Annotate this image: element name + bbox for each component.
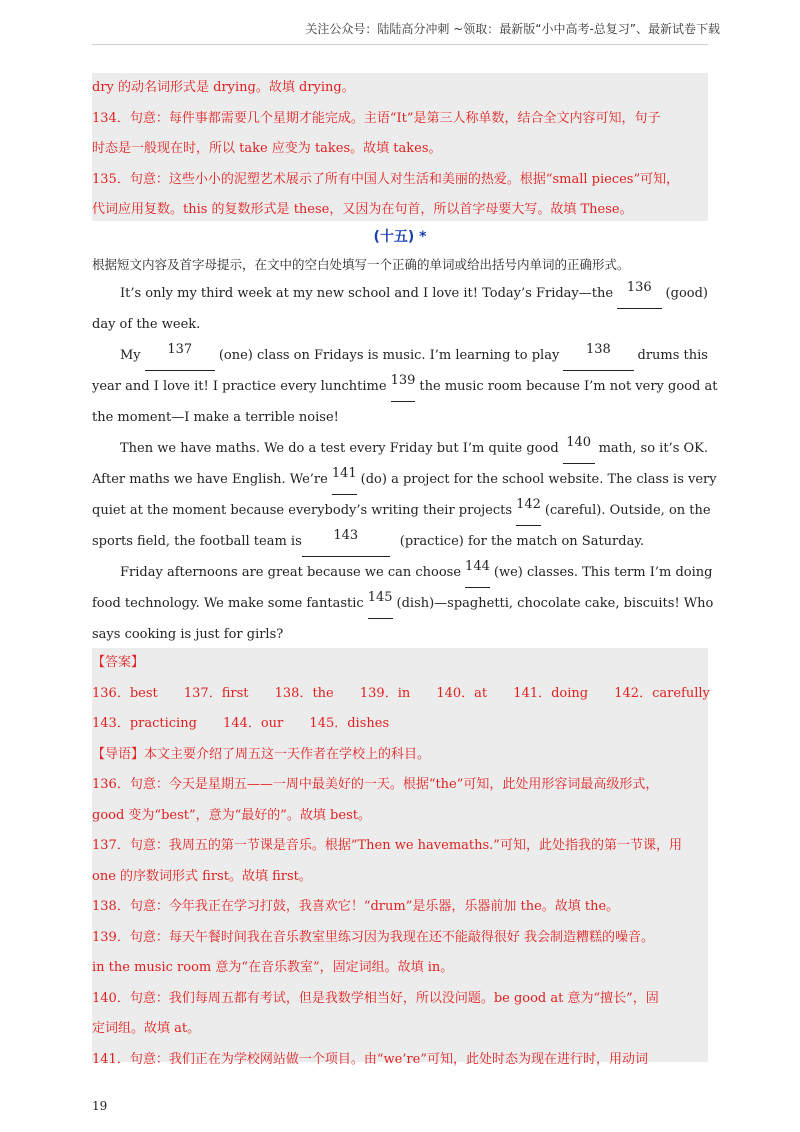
answer-item: 137．first xyxy=(183,685,249,701)
explanation-line: 139．句意：每天午餐时间我在音乐教室里练习因为我现在还不能敲得很好 我会制造糟糕的噪音。 xyxy=(92,929,654,945)
page-header: 关注公众号：陆陆高分冲刺 ~领取：最新版“小中高考-总复习”、最新试卷下载 xyxy=(305,22,720,36)
answer-item: 136．best xyxy=(92,685,158,701)
answer-item: 139．in xyxy=(359,685,411,701)
passage-line: After maths we have English. We’re 141 (do) a project for the school website. The class is very xyxy=(92,464,708,495)
passage-line: says cooking is just for girls? xyxy=(92,627,284,642)
passage-line: Then we have maths. We do a test every Friday but I’m quite good 140 math, so it’s OK. xyxy=(92,433,708,464)
answer-item: 145．dishes xyxy=(309,716,390,731)
explanation-line: 136．句意：今天是星期五——一周中最美好的一天。根据“the”可知，此处用形容词最高级形式， xyxy=(92,777,659,792)
explanation-line: one 的序数词形式 first。故填 first。 xyxy=(92,868,312,884)
blank-140: 140 xyxy=(563,433,595,464)
passage-line: food technology. We make some fantastic 145 (dish)—spaghetti, chocolate cake, biscuits! Who xyxy=(92,588,708,619)
explanation-line: 时态是一般现在时，所以 take 应变为 takes。故填 takes。 xyxy=(92,141,442,156)
explanation-line: 代词应用复数。this 的复数形式是 these，又因为在句首，所以首字母要大写。故填 These。 xyxy=(92,202,633,217)
answer-item: 144．our xyxy=(223,716,284,731)
blank-136: 136 xyxy=(617,278,661,309)
answer-label: 【答案】 xyxy=(92,655,145,670)
explanation-line: good 变为“best”，意为“最好的”。故填 best。 xyxy=(92,807,371,823)
passage-line: day of the week. xyxy=(92,317,201,332)
blank-138: 138 xyxy=(563,340,633,371)
answer-item: 138．the xyxy=(274,685,334,701)
blank-137: 137 xyxy=(145,340,215,371)
passage-line: It’s only my third week at my new school and I love it! Today’s Friday—the 136 (good) xyxy=(92,278,708,309)
blank-145: 145 xyxy=(368,588,393,619)
explanation-line: dry 的动名词形式是 drying。故填 drying。 xyxy=(92,80,355,95)
previous-answer-block xyxy=(92,73,708,221)
passage-line: sports field, the football team is 143 (practice) for the match on Saturday. xyxy=(92,526,708,557)
blank-141: 141 xyxy=(332,464,357,495)
explanation-line: in the music room 意为“在音乐教室”，固定词组。故填 in。 xyxy=(92,960,454,975)
reading-passage xyxy=(92,278,718,650)
explanation-line: 定词组。故填 at。 xyxy=(92,1021,201,1036)
answer-item: 140．at xyxy=(436,685,488,701)
instruction-text: 根据短文内容及首字母提示，在文中的空白处填写一个正确的单词或给出括号内单词的正确形式。 xyxy=(92,257,630,272)
explanation-line: 【导语】本文主要介绍了周五这一天作者在学校上的科目。 xyxy=(92,746,431,762)
answer-row xyxy=(92,709,708,740)
explanation-line: 135．句意：这些小小的泥塑艺术展示了所有中国人对生活和美丽的热爱。根据“small pieces”可知， xyxy=(92,171,680,187)
passage-line: My 137 (one) class on Fridays is music. I’m learning to play 138 drums this xyxy=(92,340,708,371)
answer-row xyxy=(92,679,708,710)
page-number: 19 xyxy=(92,1099,108,1113)
answer-block xyxy=(92,648,710,1067)
blank-139: 139 xyxy=(391,371,416,402)
passage-line: Friday afternoons are great because we can choose 144 (we) classes. This term I’m doing xyxy=(92,557,708,588)
explanation-line: 134．句意：每件事都需要几个星期才能完成。主语“It”是第三人称单数，结合全文内容可知，句子 xyxy=(92,110,661,126)
explanation-line: 141．句意：我们正在为学校网站做一个项目。由“we’re”可知，此处时态为现在进行时，用动词 xyxy=(92,1051,648,1067)
passage-line: the moment—I make a terrible noise! xyxy=(92,410,339,425)
blank-143: 143 xyxy=(302,526,390,557)
explanation-line: 137．句意：我周五的第一节课是音乐。根据“Then we havemaths.”可知，此处指我的第一节课，用 xyxy=(92,838,682,853)
blank-142: 142 xyxy=(516,495,541,526)
passage-line: year and I love it! I practice every lunchtime 139 the music room because I’m not very good at xyxy=(92,371,708,402)
answer-item: 142．carefully xyxy=(614,685,710,701)
blank-144: 144 xyxy=(465,557,490,588)
answer-item: 143．practicing xyxy=(92,716,197,731)
answer-item: 141．doing xyxy=(513,685,589,701)
explanation-line: 140．句意：我们每周五都有考试，但是我数学相当好，所以没问题。be good at 意为“擅长”，固 xyxy=(92,990,659,1006)
section-title: (十五) * xyxy=(373,229,427,245)
header-divider xyxy=(92,44,708,45)
passage-line: quiet at the moment because everybody’s writing their projects 142 (careful). Outside, on the xyxy=(92,495,708,526)
explanation-line: 138．句意：今年我正在学习打鼓，我喜欢它！“drum”是乐器，乐器前加 the。故填 the。 xyxy=(92,899,620,914)
